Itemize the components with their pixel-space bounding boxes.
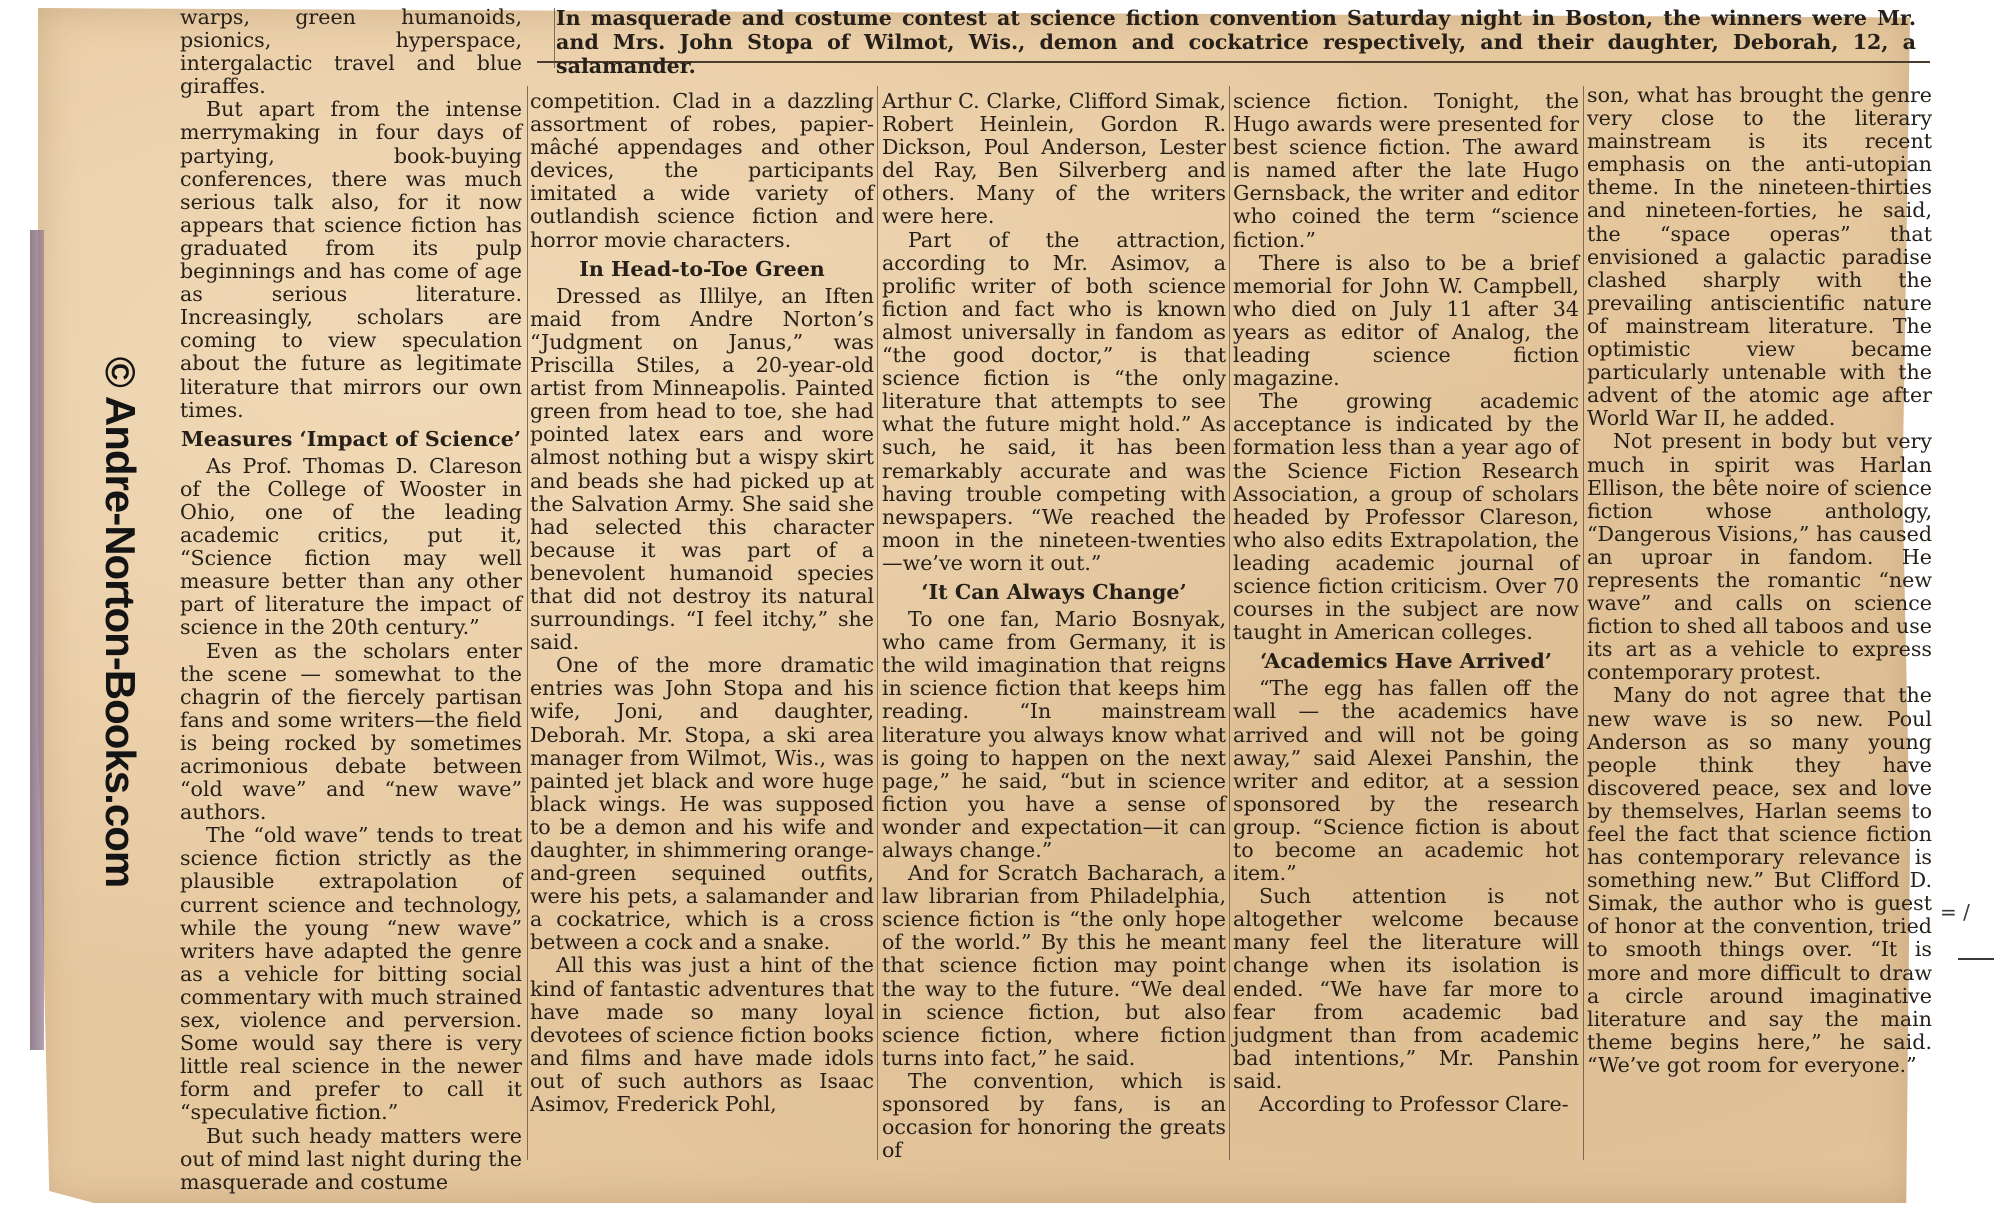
paragraph: All this was just a hint of the kind of fantastic adventures that have made so many loyal devotees of science fiction books and films and have made idols out of such authors as Isaac Asimov, Frederick Pohl,	[530, 953, 874, 1117]
paragraph: The convention, which is sponsored by fans, is an occasion for honoring the greats of	[882, 1068, 1226, 1163]
paragraph: But such heady matters were out of mind last night during the masquerade and costume	[180, 1123, 522, 1194]
watermark-text: © Andre-Norton-Books.com	[97, 356, 144, 888]
paragraph: The “old wave” tends to treat science fiction strictly as the plausible extrapolation of current science and technology, while the young “new wave” writers have adapted the genre as a vehicle for bitting social commentary with much strained sex, violence and perversion. Some would say there is very little real science in the newer form and prefer to call it “speculative fiction.”	[180, 823, 522, 1125]
paragraph: competition. Clad in a dazzling assortment of robes, papier-mâché appendages and other devices, the participants imitated a wide variety of outlandish science fiction and horror movie characters.	[530, 89, 874, 252]
column-rule	[1229, 86, 1230, 1160]
paragraph: Not present in body but very much in spirit was Harlan Ellison, the bête noire of science fiction whose anthology, “Dangerous Visions,” has caused an uproar in fandom. He represents the romantic “new wave” and calls on science fiction to shed all taboos and use its art as a vehicle to express contemporary protest.	[1587, 429, 1932, 685]
subheading: ‘It Can Always Change’	[921, 579, 1187, 604]
subheading: Measures ‘Impact of Science’	[181, 426, 521, 451]
paragraph: And for Scratch Bacharach, a law librarian from Philadelphia, science fiction is “the only hope of the world.” By this he meant that science fiction may point the way to the future. “We deal in science fiction, but also science fiction, where fiction turns into fact,” he said.	[882, 861, 1226, 1070]
paragraph: “The egg has fallen off the wall — the academics have arrived and will not be going away,” said Alexei Panshin, the writer and editor, at a session sponsored by the research group. “Science fiction is about to become an academic hot item.”	[1233, 676, 1579, 886]
paragraph: The growing academic acceptance is indicated by the formation less than a year ago of the Science Fiction Research Association, a group of scholars headed by Professor Clareson, who also edits Extrapolation, the leading academic journal of science fiction criticism. Over 70 courses in the subject are now taught in American colleges.	[1233, 389, 1579, 645]
paragraph: Even as the scholars enter the scene — somewhat to the chagrin of the fiercely partisan fans and some writers—the field is being rocked by sometimes acrimonious debate between “old wave” and “new wave” authors.	[180, 638, 522, 825]
margin-dash	[1958, 958, 1994, 960]
column-rule	[1583, 86, 1584, 1160]
column-rule	[877, 86, 878, 1160]
paragraph: To one fan, Mario Bosnyak, who came from Germany, it is the wild imagination that reigns in science fiction that keeps him reading. “In mainstream literature you always know what is going to happen on the next page,” he said, “but in science fiction you have a sense of wonder and expectation—it can always change.”	[882, 607, 1226, 862]
paragraph: Dressed as Illilye, an Iften maid from Andre Norton’s “Judgment on Janus,” was Priscilla Stiles, a 20-year-old artist from Minneapolis. Painted green from head to toe, she had pointed latex ears and wore almost nothing but a wispy skirt and beads she had picked up at the Salvation Army. She said she had selected this character because it was part of a benevolent humanoid species that did not destroy its natural surroundings. “I feel itchy,” she said.	[530, 283, 874, 655]
article-column-4	[1233, 90, 1579, 1166]
paragraph: One of the more dramatic entries was John Stopa and his wife, Joni, and daughter, Deborah. Mr. Stopa, a ski area manager from Wilmot, Wis., was painted jet black and wore huge black wings. He was supposed to be a demon and his wife and daughter, in shimmering orange-and-green sequined outfits, were his pets, a salamander and a cockatrice, which is a cross between a cock and a snake.	[530, 653, 874, 955]
subheading: ‘Academics Have Arrived’	[1260, 649, 1552, 674]
paragraph: Many do not agree that the new wave is so new. Poul Anderson as so many young people think they have discovered peace, sex and love by themselves, Harlan seems to feel the fact that science fiction has contemporary relevance is something new.” But Clifford D. Simak, the author who is guest of honor at the convention, tried to smooth things over. “It is more and more difficult to draw a circle around imaginative literature and say the main theme begins here,” he said. “We’ve got room for everyone.”	[1587, 683, 1932, 1077]
paragraph: But apart from the intense merrymaking in four days of partying, book-buying conferences, there was much serious talk also, for it now appears that science fiction has graduated from its pulp beginnings and has come of age as serious literature. Increasingly, scholars are coming to view speculation about the future as legitimate literature that mirrors our own times.	[180, 97, 522, 422]
photo-caption-headline: In masquerade and costume contest at science fiction convention Saturday night in Boston, the winners were Mr. and Mrs. John Stopa of Wilmot, Wis., demon and cockatrice respectively, and their daughter, Deborah, 12, a salamander.	[556, 6, 1916, 78]
paragraph: son, what has brought the genre very close to the literary mainstream is its recent emphasis on the anti-utopian theme. In the nineteen-thirties and nineteen-forties, he said, the “space operas” that envisioned a galactic paradise clashed sharply with the prevailing antiscientific nature of mainstream literature. The optimistic view became particularly untenable with the advent of the atomic age after World War II, he added.	[1587, 83, 1932, 431]
article-column-2	[530, 90, 874, 1166]
subheading: In Head-to-Toe Green	[579, 256, 825, 281]
paragraph: Arthur C. Clarke, Clifford Simak, Robert Heinlein, Gordon R. Dickson, Poul Anderson, Lester del Ray, Ben Silverberg and others. Many of the writers were here.	[882, 89, 1226, 229]
column-rule	[527, 86, 528, 1160]
margin-marks: = /	[1940, 900, 1970, 924]
article-column-5	[1587, 84, 1932, 1166]
paragraph: According to Professor Clare-	[1259, 1092, 1569, 1117]
paragraph: Such attention is not altogether welcome because many feel the literature will change when its isolation is ended. “We have far more to fear from academic bad judgment than from academic bad intentions,” Mr. Panshin said.	[1233, 884, 1579, 1093]
paragraph: Part of the attraction, according to Mr. Asimov, a prolific writer of both science fiction and fact who is known almost universally in fandom as “the good doctor,” is that science fiction is “the only literature that attempts to see what the future might hold.” As such, he said, it has been remarkably accurate and was having trouble competing with newspapers. “We reached the moon in the nineteen-twenties —we’ve worn it out.”	[882, 227, 1226, 575]
headline-left-rule	[554, 8, 555, 68]
paragraph: science fiction. Tonight, the Hugo awards were presented for best science fiction. The award is named after the late Hugo Gernsback, the writer and editor who coined the term “science fiction.”	[1233, 89, 1579, 252]
paragraph: As Prof. Thomas D. Clareson of the College of Wooster in Ohio, one of the leading academic critics, put it, “Science fiction may well measure better than any other part of literature the impact of science in the 20th century.”	[180, 453, 522, 640]
clipping-left-edge	[30, 230, 44, 1050]
article-column-3	[882, 90, 1226, 1166]
paragraph: warps, green humanoids, psionics, hyperspace, intergalactic travel and blue giraffes.	[180, 5, 522, 99]
watermark-area	[45, 322, 195, 922]
paragraph: There is also to be a brief memorial for John W. Campbell, who died on July 11 after 34 years as editor of Analog, the leading science fiction magazine.	[1233, 250, 1579, 391]
article-column-1	[180, 5, 522, 1194]
